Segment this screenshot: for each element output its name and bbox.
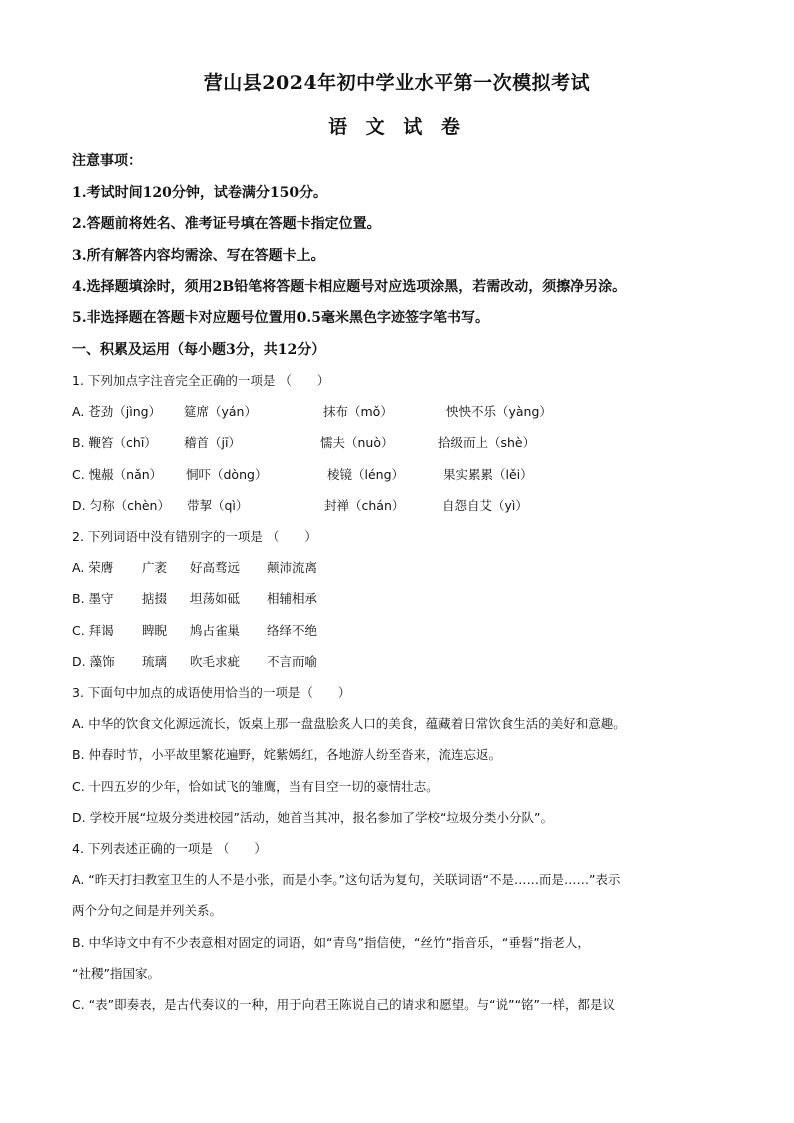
notice-heading: 注意事项： (72, 153, 142, 169)
question-stem-1: 1. 下列加点字注音完全正确的一项是 （ ） (72, 373, 330, 388)
question-3-option-b: B. 仲春时节，小平故里繁花遍野，姹紫嫣红，各地游人纷至沓来，流连忘返。 (72, 747, 502, 762)
option-cell: 懦夫（nuò） (320, 435, 394, 450)
question-3-option-c: C. 十四五岁的少年，恰如试飞的雏鹰，当有目空一切的豪情壮志。 (72, 779, 439, 794)
question-3-option-a: A. 中华的饮食文化源远流长，饭桌上那一盘盘脍炙人口的美食，蕴藏着日常饮食生活的美好和意趣。 (72, 716, 626, 731)
question-stem-4: 4. 下列表述正确的一项是 （ ） (72, 841, 267, 856)
question-stem-2: 2. 下列词语中没有错别字的一项是 （ ） (72, 529, 317, 544)
option-cell: 稽首（jī） (184, 435, 241, 450)
option-cell: 掂掇 (142, 591, 168, 606)
option-cell: A. 苍劲（jìng） (72, 404, 162, 419)
option-cell: 抹布（mǒ） (323, 404, 393, 419)
option-cell: 自怨自艾（yì） (442, 498, 528, 513)
option-cell: 好高骛远 (190, 560, 241, 575)
question-4-line: A. “昨天打扫教室卫生的人不是小张，而是小李。”这句话为复句，关联词语“不是……而是……”表示 (72, 872, 621, 887)
question-3-option-d: D. 学校开展“垃圾分类进校园”活动，她首当其冲，报名参加了学校“垃圾分类小分队”。 (72, 810, 553, 825)
option-cell: A. 荣膺 (72, 560, 114, 575)
question-stem-3: 3. 下面句中加点的成语使用恰当的一项是（ ） (72, 685, 351, 700)
option-cell: 睥睨 (142, 623, 168, 638)
question-4-line: C. “表”即奏表，是古代奏议的一种，用于向君王陈说自己的请求和愿望。与“说”“铭”一样，都是议 (72, 997, 616, 1012)
option-cell: 棱镜（léng） (327, 467, 405, 482)
option-cell: 鸠占雀巢 (190, 623, 241, 638)
option-cell: 相辅相承 (267, 591, 318, 606)
option-cell: D. 匀称（chèn） (72, 498, 170, 513)
notice-item: 4.选择题填涂时，须用2B铅笔将答题卡相应题号对应选项涂黑，若需改动，须擦净另涂。 (72, 279, 627, 295)
option-cell: 带挈（qì） (187, 498, 249, 513)
exam-subtitle: 语 文 试 卷 (328, 116, 466, 138)
option-cell: 恫吓（dòng） (186, 467, 268, 482)
notice-item: 3.所有解答内容均需涂、写在答题卡上。 (72, 248, 325, 264)
option-cell: 筵席（yán） (184, 404, 257, 419)
option-cell: 广袤 (142, 560, 168, 575)
option-cell: 颠沛流离 (267, 560, 318, 575)
question-4-line: B. 中华诗文中有不少表意相对固定的词语，如“青鸟”指信使，“丝竹”指音乐，“垂髫”指老人， (72, 935, 590, 950)
option-cell: 不言而喻 (267, 654, 318, 669)
section-heading: 一、积累及运用（每小题3分，共12分） (72, 342, 326, 358)
option-cell: B. 鞭笞（chī） (72, 435, 157, 450)
option-cell: B. 墨守 (72, 591, 114, 606)
notice-item: 1.考试时间120分钟，试卷满分150分。 (72, 185, 328, 201)
option-cell: C. 拜谒 (72, 623, 114, 638)
option-cell: 封禅（chán） (324, 498, 405, 513)
exam-title: 营山县2024年初中学业水平第一次模拟考试 (203, 72, 591, 94)
question-4-line: 两个分句之间是并列关系。 (72, 903, 223, 918)
option-cell: 络绎不绝 (267, 623, 318, 638)
notice-item: 2.答题前将姓名、准考证号填在答题卡指定位置。 (72, 216, 381, 232)
option-cell: D. 藻饰 (72, 654, 115, 669)
option-cell: C. 愧赧（nǎn） (72, 467, 163, 482)
notice-item: 5.非选择题在答题卡对应题号位置用0.5毫米黑色字迹签字笔书写。 (72, 310, 489, 326)
option-cell: 怏怏不乐（yàng） (446, 404, 552, 419)
option-cell: 吹毛求疵 (190, 654, 241, 669)
option-cell: 琉璃 (142, 654, 168, 669)
option-cell: 坦荡如砥 (190, 591, 241, 606)
option-cell: 果实累累（lěi） (443, 467, 533, 482)
question-4-line: “社稷”指国家。 (72, 966, 160, 981)
option-cell: 拾级而上（shè） (438, 435, 536, 450)
